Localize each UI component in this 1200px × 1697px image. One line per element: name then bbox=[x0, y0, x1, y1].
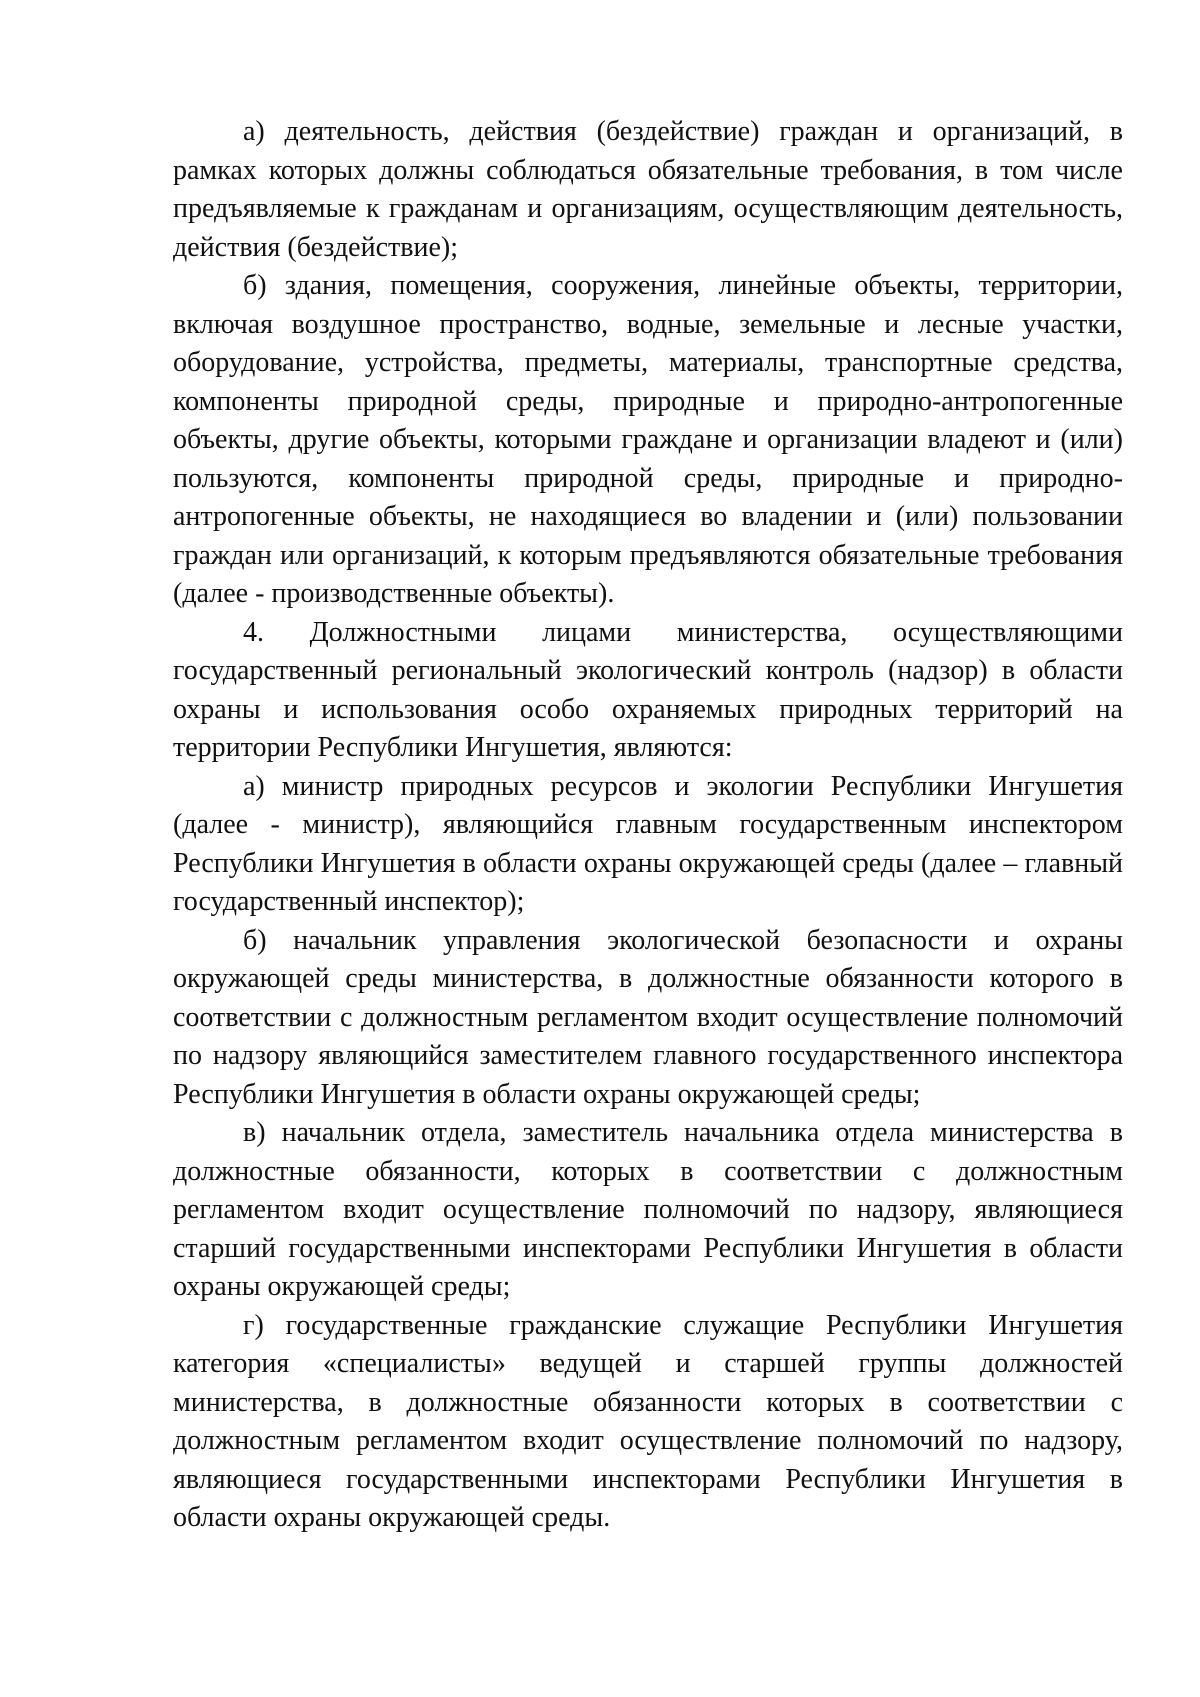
paragraph-section-4-officials: 4. Должностными лицами министерства, осуществляющими государственный региональный экологический контроль (надзор) в области охраны и использования особо охраняемых природных территорий на территории Республики Ингушетия, являются: bbox=[173, 616, 1123, 763]
paragraph-item-b-department-head: б) начальник управления экологической безопасности и охраны окружающей среды министерства, в должностные обязанности которого в соответствии с должностным регламентом входит осуществление полномочий по надзору являющийся заместителем главного государственного инспектора Республики Ингушетия в области охраны окружающей среды; bbox=[173, 924, 1123, 1110]
paragraph-item-a-activities: а) деятельность, действия (бездействие) граждан и организаций, в рамках которых должны соблюдаться обязательные требования, в том числе предъявляемые к гражданам и организациям, осуществляющим деятельность, действия (бездействие); bbox=[173, 116, 1123, 263]
document-page bbox=[173, 113, 1123, 1538]
paragraph-item-g-civil-servants: г) государственные гражданские служащие Республики Ингушетия категория «специалисты» ведущей и старшей группы должностей министерства, в должностные обязанности которых в соответствии с должностным регламентом входит осуществление полномочий по надзору, являющиеся государственными инспекторами Республики Ингушетия в области охраны окружающей среды. bbox=[173, 1309, 1123, 1533]
paragraph-item-b-production-objects: б) здания, помещения, сооружения, линейные объекты, территории, включая воздушное пространство, водные, земельные и лесные участки, оборудование, устройства, предметы, материалы, транспортные средства, компоненты природной среды, природные и природно-антропогенные объекты, другие объекты, которыми граждане и организации владеют и (или) пользуются, компоненты природной среды, природные и природно-антропогенные объекты, не находящиеся во владении и (или) пользовании граждан или организаций, к которым предъявляются обязательные требования (далее - производственные объекты). bbox=[173, 270, 1123, 609]
paragraph-item-a-minister: а) министр природных ресурсов и экологии Республики Ингушетия (далее - министр), являющийся главным государственным инспектором Республики Ингушетия в области охраны окружающей среды (далее – главный государственный инспектор); bbox=[173, 770, 1123, 917]
paragraph-item-v-section-head: в) начальник отдела, заместитель начальника отдела министерства в должностные обязанности, которых в соответствии с должностным регламентом входит осуществление полномочий по надзору, являющиеся старший государственными инспекторами Республики Ингушетия в области охраны окружающей среды; bbox=[173, 1117, 1123, 1302]
